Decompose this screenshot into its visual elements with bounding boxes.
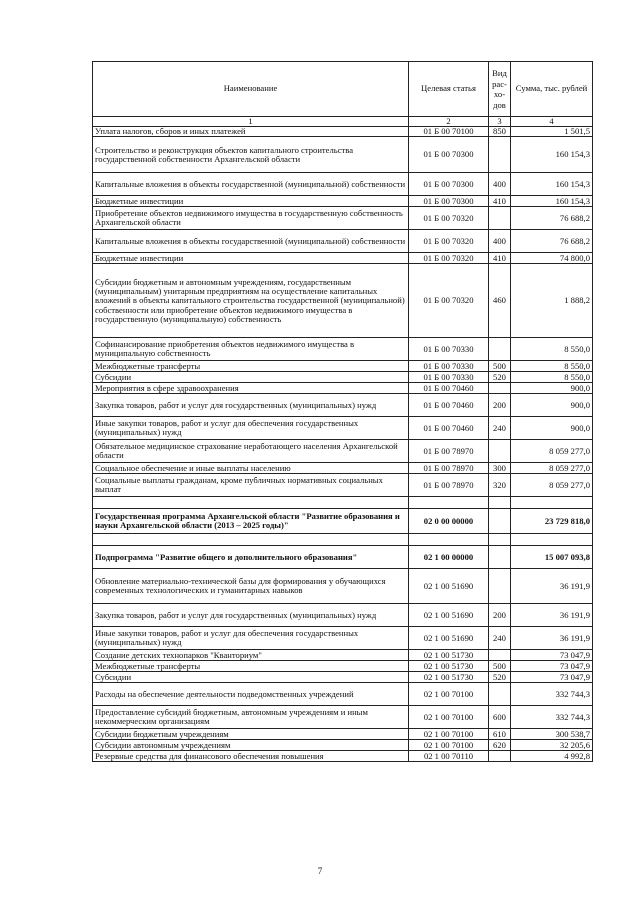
- cell-sum: 1 888,2: [511, 264, 593, 338]
- cell-sum: 1 501,5: [511, 127, 593, 137]
- cell-name: Строительство и реконструкция объектов капитального строительства государственной собственности Архангельской области: [93, 137, 409, 173]
- cell-name: Субсидии бюджетным учреждениям: [93, 729, 409, 740]
- table-row: [93, 604, 593, 627]
- cell-vid: 400: [489, 173, 511, 196]
- cell-sum: 76 688,2: [511, 230, 593, 253]
- cell-code: 02 0 00 00000: [409, 509, 489, 534]
- cell-vid: 240: [489, 417, 511, 440]
- cell-sum: 76 688,2: [511, 207, 593, 230]
- cell-sum: 300 538,7: [511, 729, 593, 740]
- table-row: [93, 440, 593, 463]
- cell-name: Бюджетные инвестиции: [93, 253, 409, 264]
- cell-code: 01 Б 00 70460: [409, 383, 489, 394]
- cell-sum: 332 744,3: [511, 706, 593, 729]
- cell-sum: 36 191,9: [511, 604, 593, 627]
- cell-vid: 460: [489, 264, 511, 338]
- cell-sum: 900,0: [511, 394, 593, 417]
- cell-code: 02 1 00 51690: [409, 569, 489, 604]
- cell-sum: 74 800,0: [511, 253, 593, 264]
- cell-vid: [489, 338, 511, 361]
- cell-vid: 520: [489, 672, 511, 683]
- cell-vid: 500: [489, 361, 511, 372]
- cell-sum: 73 047,9: [511, 672, 593, 683]
- cell-code: 02 1 00 51690: [409, 627, 489, 650]
- cell-name: Софинансирование приобретения объектов недвижимого имущества в муниципальную собственность: [93, 338, 409, 361]
- cell-code: 02 1 00 70100: [409, 683, 489, 706]
- cell-vid: [489, 509, 511, 534]
- cell-vid: 200: [489, 394, 511, 417]
- table-row: [93, 463, 593, 474]
- spacer-row: [93, 534, 593, 546]
- cell-sum: 8 550,0: [511, 338, 593, 361]
- table-row: [93, 207, 593, 230]
- column-number-row: [93, 117, 593, 127]
- cell-vid: 300: [489, 463, 511, 474]
- cell-vid: 600: [489, 706, 511, 729]
- cell-name: Социальные выплаты гражданам, кроме публичных нормативных социальных выплат: [93, 474, 409, 497]
- table-row: [93, 196, 593, 207]
- cell-code: 01 Б 00 78970: [409, 463, 489, 474]
- cell-sum: 36 191,9: [511, 627, 593, 650]
- table-row: [93, 706, 593, 729]
- budget-table: [92, 61, 593, 762]
- cell-name: Капитальные вложения в объекты государственной (муниципальной) собственности: [93, 230, 409, 253]
- cell-code: 02 1 00 70100: [409, 706, 489, 729]
- table-row: [93, 729, 593, 740]
- header-target: Целевая статья: [409, 62, 489, 117]
- cell-name: Бюджетные инвестиции: [93, 196, 409, 207]
- table-row: [93, 372, 593, 383]
- table-row: [93, 417, 593, 440]
- table-row: [93, 627, 593, 650]
- cell-name: Государственная программа Архангельской области "Развитие образования и науки Архангельской области (2013 – 2025 годы)": [93, 509, 409, 534]
- table-row: [93, 173, 593, 196]
- cell-vid: 410: [489, 196, 511, 207]
- cell-sum: 15 007 093,8: [511, 546, 593, 569]
- column-number: 2: [409, 117, 489, 127]
- column-number: 1: [93, 117, 409, 127]
- cell-code: 01 Б 00 70330: [409, 338, 489, 361]
- cell-code: 02 1 00 70100: [409, 729, 489, 740]
- cell-vid: 200: [489, 604, 511, 627]
- cell-vid: 500: [489, 661, 511, 672]
- cell-name: [93, 534, 409, 546]
- cell-vid: [489, 569, 511, 604]
- cell-sum: 36 191,9: [511, 569, 593, 604]
- cell-sum: 8 059 277,0: [511, 440, 593, 463]
- cell-code: 01 Б 00 70320: [409, 207, 489, 230]
- cell-sum: [511, 534, 593, 546]
- cell-code: 01 Б 00 70330: [409, 372, 489, 383]
- cell-code: 02 1 00 51730: [409, 650, 489, 661]
- cell-name: Субсидии: [93, 372, 409, 383]
- cell-vid: [489, 440, 511, 463]
- cell-code: 01 Б 00 70100: [409, 127, 489, 137]
- cell-vid: 620: [489, 740, 511, 751]
- header-sum: Сумма, тыс. рублей: [511, 62, 593, 117]
- cell-name: Межбюджетные трансферты: [93, 361, 409, 372]
- header-name: Наименование: [93, 62, 409, 117]
- table-row: [93, 751, 593, 762]
- spacer-row: [93, 497, 593, 509]
- column-number: 4: [511, 117, 593, 127]
- cell-code: 01 Б 00 70300: [409, 196, 489, 207]
- column-number: 3: [489, 117, 511, 127]
- cell-code: 01 Б 00 70330: [409, 361, 489, 372]
- cell-vid: 410: [489, 253, 511, 264]
- cell-vid: 400: [489, 230, 511, 253]
- table-row: [93, 137, 593, 173]
- table-row: [93, 661, 593, 672]
- cell-sum: 8 550,0: [511, 372, 593, 383]
- cell-vid: [489, 683, 511, 706]
- cell-sum: [511, 497, 593, 509]
- cell-code: 01 Б 00 70300: [409, 137, 489, 173]
- cell-name: Обязательное медицинское страхование неработающего населения Архангельской области: [93, 440, 409, 463]
- cell-sum: 160 154,3: [511, 137, 593, 173]
- cell-code: [409, 534, 489, 546]
- table-header-row: [93, 62, 593, 117]
- cell-vid: [489, 650, 511, 661]
- cell-code: 02 1 00 51690: [409, 604, 489, 627]
- cell-name: Иные закупки товаров, работ и услуг для обеспечения государственных (муниципальных) нужд: [93, 417, 409, 440]
- cell-code: 01 Б 00 70300: [409, 173, 489, 196]
- table-row: [93, 546, 593, 569]
- cell-vid: 320: [489, 474, 511, 497]
- cell-sum: 900,0: [511, 417, 593, 440]
- cell-name: Межбюджетные трансферты: [93, 661, 409, 672]
- cell-code: 02 1 00 00000: [409, 546, 489, 569]
- cell-name: Подпрограмма "Развитие общего и дополнительного образования": [93, 546, 409, 569]
- cell-name: Уплата налогов, сборов и иных платежей: [93, 127, 409, 137]
- cell-sum: 8 059 277,0: [511, 474, 593, 497]
- cell-sum: 23 729 818,0: [511, 509, 593, 534]
- cell-name: Субсидии: [93, 672, 409, 683]
- cell-code: 02 1 00 70100: [409, 740, 489, 751]
- cell-code: 01 Б 00 70320: [409, 264, 489, 338]
- table-row: [93, 127, 593, 137]
- table-row: [93, 672, 593, 683]
- cell-name: [93, 497, 409, 509]
- cell-code: 01 Б 00 70460: [409, 417, 489, 440]
- table-row: [93, 650, 593, 661]
- cell-vid: [489, 546, 511, 569]
- cell-code: 01 Б 00 78970: [409, 474, 489, 497]
- cell-name: Закупка товаров, работ и услуг для государственных (муниципальных) нужд: [93, 604, 409, 627]
- cell-code: 01 Б 00 70460: [409, 394, 489, 417]
- cell-vid: 610: [489, 729, 511, 740]
- cell-name: Социальное обеспечение и иные выплаты населению: [93, 463, 409, 474]
- cell-name: Субсидии автономным учреждениям: [93, 740, 409, 751]
- table-body: [93, 127, 593, 762]
- page-number: 7: [317, 866, 323, 876]
- cell-code: 01 Б 00 78970: [409, 440, 489, 463]
- cell-vid: 240: [489, 627, 511, 650]
- cell-sum: 73 047,9: [511, 661, 593, 672]
- table-row: [93, 361, 593, 372]
- cell-name: Предоставление субсидий бюджетным, автономным учреждениям и иным некоммерческим организациям: [93, 706, 409, 729]
- cell-name: Капитальные вложения в объекты государственной (муниципальной) собственности: [93, 173, 409, 196]
- cell-code: 01 Б 00 70320: [409, 253, 489, 264]
- cell-sum: 4 992,8: [511, 751, 593, 762]
- cell-code: 01 Б 00 70320: [409, 230, 489, 253]
- table-row: [93, 474, 593, 497]
- cell-vid: 850: [489, 127, 511, 137]
- cell-code: 02 1 00 51730: [409, 672, 489, 683]
- table-row: [93, 230, 593, 253]
- cell-vid: 520: [489, 372, 511, 383]
- cell-name: Приобретение объектов недвижимого имущества в государственную собственность Архангельской области: [93, 207, 409, 230]
- table-row: [93, 509, 593, 534]
- cell-name: Закупка товаров, работ и услуг для государственных (муниципальных) нужд: [93, 394, 409, 417]
- cell-name: Мероприятия в сфере здравоохранения: [93, 383, 409, 394]
- table-row: [93, 394, 593, 417]
- cell-name: Обновление материально-технической базы для формирования у обучающихся современных технологических и гуманитарных навыков: [93, 569, 409, 604]
- table-row: [93, 264, 593, 338]
- cell-sum: 160 154,3: [511, 173, 593, 196]
- table-row: [93, 383, 593, 394]
- cell-sum: 32 205,6: [511, 740, 593, 751]
- cell-code: [409, 497, 489, 509]
- cell-name: Создание детских технопарков "Кванториум": [93, 650, 409, 661]
- cell-name: Расходы на обеспечение деятельности подведомственных учреждений: [93, 683, 409, 706]
- cell-sum: 8 550,0: [511, 361, 593, 372]
- table-row: [93, 683, 593, 706]
- cell-vid: [489, 497, 511, 509]
- cell-sum: 332 744,3: [511, 683, 593, 706]
- cell-vid: [489, 534, 511, 546]
- cell-name: Резервные средства для финансового обеспечения повышения: [93, 751, 409, 762]
- cell-name: Субсидии бюджетным и автономным учреждениям, государственным (муниципальным) унитарным предприятиям на осуществление капитальных вложений в объекты капитального строительства государственной (муниципальной) собственности или приобретение объектов недвижимого имущества в государственную (муниципальную) собственность: [93, 264, 409, 338]
- cell-sum: 73 047,9: [511, 650, 593, 661]
- cell-sum: 900,0: [511, 383, 593, 394]
- cell-sum: 8 059 277,0: [511, 463, 593, 474]
- header-vid: Вид рас-хо-дов: [489, 62, 511, 117]
- table-row: [93, 740, 593, 751]
- cell-vid: [489, 751, 511, 762]
- cell-code: 02 1 00 70110: [409, 751, 489, 762]
- cell-name: Иные закупки товаров, работ и услуг для обеспечения государственных (муниципальных) нужд: [93, 627, 409, 650]
- table-row: [93, 338, 593, 361]
- cell-code: 02 1 00 51730: [409, 661, 489, 672]
- cell-sum: 160 154,3: [511, 196, 593, 207]
- table-row: [93, 253, 593, 264]
- cell-vid: [489, 207, 511, 230]
- cell-vid: [489, 383, 511, 394]
- cell-vid: [489, 137, 511, 173]
- table-row: [93, 569, 593, 604]
